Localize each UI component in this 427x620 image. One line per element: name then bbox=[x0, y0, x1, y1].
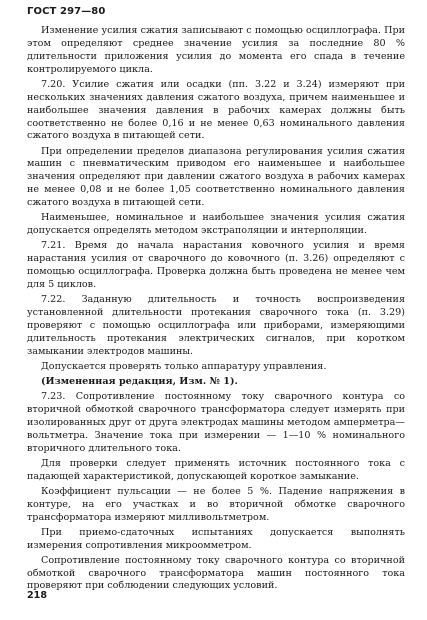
paragraph-1: Изменение усилия сжатия записывают с помощью осциллографа. При этом определяют среднее значение усилия за последние 80 % длительности приложения усилия до момента его спада в течение контролируемого цикла. bbox=[27, 25, 405, 75]
paragraph-7-20: 7.20. Усилие сжатия или осадки (пп. 3.22 и 3.24) измеряют при нескольких значениях давления сжатого воздуха, причем наименьшее и наибольшее значения давления в рабочих камерах должны быть соответственно не более 0,16 и не менее 0,63 номинального давления сжатого воздуха в питающей сети. bbox=[27, 78, 405, 142]
page-number: 218 bbox=[27, 590, 48, 601]
paragraph-7-21: 7.21. Время до начала нарастания ковочного усилия и время нарастания усилия от сварочного до ковочного (п. 3.26) определяют с помощью осциллографа. Проверка должна быть проведена не менее чем для 5 циклов. bbox=[27, 240, 405, 290]
paragraph-7-23: 7.23. Сопротивление постоянному току сварочного контура со вторичной обмоткой сварочного трансформатора следует измерять при изолированных друг от друга электродах машины методом амперметра—вольтметра. Значение тока при измерении — 1—10 % номинального вторичного длительного тока. bbox=[27, 390, 405, 454]
paragraph-11: Коэффициент пульсации — не более 5 %. Падение напряжения в контуре, на его участках и во вторичной обмотке сварочного трансформатора измеряют милливольтметром. bbox=[27, 485, 405, 523]
amendment-note: (Измененная редакция, Изм. № 1). bbox=[41, 375, 238, 387]
paragraph-10: Для проверки следует применять источник постоянного тока с падающей характеристикой, допускающей короткое замыкание. bbox=[27, 457, 405, 482]
paragraph-7-22: 7.22. Заданную длительность и точность воспроизведения установленной длительности протекания сварочного тока (п. 3.29) проверяют с помощью осциллографа или приборами, измеряющими длительность протекания электрических сигналов, при коротком замыкании электродов машины. bbox=[27, 294, 405, 357]
body-text bbox=[27, 25, 405, 596]
standard-header: ГОСТ 297—80 bbox=[27, 6, 106, 17]
paragraph-13: Сопротивление постоянному току сварочного контура со вторичной обмоткой сварочного трансформатора машин постоянного тока проверяют при соблюдении следующих условий. bbox=[27, 554, 405, 592]
paragraph-12: При приемо-сдаточных испытаниях допускается выполнять измерения сопротивления микроомметром. bbox=[27, 526, 405, 551]
paragraph-4: Наименьшее, номинальное и наибольшее значения усилия сжатия допускается определять методом экстраполяции и интерполяции. bbox=[27, 212, 405, 237]
paragraph-7: Допускается проверять только аппаратуру управления. bbox=[41, 360, 327, 372]
paragraph-3: При определении пределов диапазона регулирования усилия сжатия машин с пневматическим приводом его наименьшее и наибольшее значения определяют при давлении сжатого воздуха в рабочих камерах не менее 0,08 и не более 1,05 соответственно номинального давления сжатого воздуха в питающей сети. bbox=[27, 145, 405, 209]
